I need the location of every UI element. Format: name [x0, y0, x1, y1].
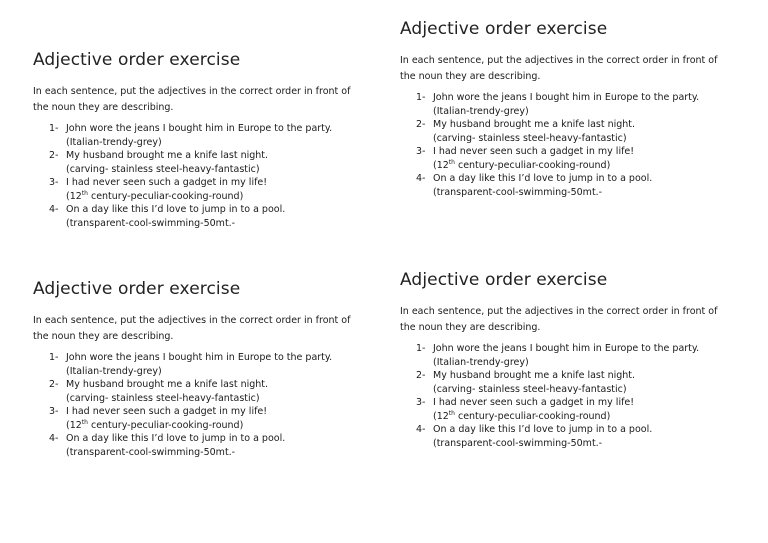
item-sentence: I had never seen such a gadget in my life! — [66, 406, 268, 417]
item-sentence: My husband brought me a knife last night. — [66, 150, 269, 161]
hint-superscript: th — [448, 158, 455, 166]
item-number: 3- — [416, 397, 426, 408]
exercise-list — [33, 122, 363, 230]
item-sentence: John wore the jeans I bought him in Europe to the party. — [433, 343, 700, 354]
worksheet-instructions: In each sentence, put the adjectives in the correct order in front of the noun they are describing. — [400, 306, 718, 333]
item-hint — [433, 159, 634, 173]
item-sentence: John wore the jeans I bought him in Europe to the party. — [433, 92, 700, 103]
exercise-item — [416, 91, 730, 118]
item-number: 2- — [49, 150, 59, 161]
item-sentence: On a day like this I’d love to jump in to a pool. — [433, 173, 653, 184]
exercise-item — [49, 203, 363, 230]
item-hint: (Italian-trendy-grey) — [66, 136, 162, 148]
exercise-list — [400, 342, 730, 450]
item-number: 3- — [49, 406, 59, 417]
worksheet-title: Adjective order exercise — [33, 279, 241, 299]
item-hint: (Italian-trendy-grey) — [66, 365, 162, 377]
exercise-item — [49, 122, 363, 149]
hint-suffix: century-peculiar-cooking-round) — [87, 419, 244, 431]
exercise-item — [416, 342, 730, 369]
item-sentence: On a day like this I’d love to jump in to a pool. — [433, 424, 653, 435]
item-hint: (transparent-cool-swimming-50mt.- — [66, 217, 236, 229]
item-hint: (carving- stainless steel-heavy-fantastic) — [66, 163, 260, 175]
hint-prefix: (12 — [433, 410, 449, 422]
exercise-item — [416, 118, 730, 145]
item-number: 3- — [416, 146, 426, 157]
worksheet-instructions: In each sentence, put the adjectives in the correct order in front of the noun they are describing. — [400, 55, 718, 82]
hint-superscript: th — [448, 409, 455, 417]
worksheet-instructions: In each sentence, put the adjectives in the correct order in front of the noun they are describing. — [33, 315, 351, 342]
item-hint: (transparent-cool-swimming-50mt.- — [66, 446, 236, 458]
item-hint — [66, 419, 267, 433]
worksheet-title: Adjective order exercise — [400, 19, 608, 39]
item-sentence: My husband brought me a knife last night. — [66, 379, 269, 390]
item-number: 2- — [49, 379, 59, 390]
item-sentence: John wore the jeans I bought him in Europe to the party. — [66, 123, 333, 134]
item-sentence: My husband brought me a knife last night. — [433, 370, 636, 381]
item-number: 1- — [416, 92, 426, 103]
exercise-item — [416, 369, 730, 396]
item-sentence: I had never seen such a gadget in my life! — [433, 146, 635, 157]
item-number: 4- — [416, 173, 426, 184]
worksheet-title: Adjective order exercise — [33, 50, 241, 70]
worksheet-instructions: In each sentence, put the adjectives in the correct order in front of the noun they are describing. — [33, 86, 351, 113]
worksheet-bottom-right — [400, 270, 730, 450]
exercise-item — [49, 432, 363, 459]
item-hint — [433, 410, 634, 424]
exercise-item — [49, 405, 363, 432]
item-number: 2- — [416, 370, 426, 381]
item-hint: (transparent-cool-swimming-50mt.- — [433, 186, 603, 198]
item-hint: (transparent-cool-swimming-50mt.- — [433, 437, 603, 449]
item-sentence: I had never seen such a gadget in my life! — [66, 177, 268, 188]
item-sentence: On a day like this I’d love to jump in to a pool. — [66, 204, 286, 215]
item-sentence: John wore the jeans I bought him in Europe to the party. — [66, 352, 333, 363]
item-hint: (carving- stainless steel-heavy-fantastic) — [433, 383, 627, 395]
item-number: 3- — [49, 177, 59, 188]
hint-suffix: century-peculiar-cooking-round) — [87, 190, 244, 202]
item-number: 2- — [416, 119, 426, 130]
hint-superscript: th — [81, 418, 88, 426]
exercise-list — [400, 91, 730, 199]
exercise-item — [416, 172, 730, 199]
exercise-item — [49, 378, 363, 405]
item-number: 1- — [49, 352, 59, 363]
item-number: 4- — [49, 204, 59, 215]
worksheet-bottom-left — [33, 279, 363, 459]
exercise-item — [49, 176, 363, 203]
item-hint: (Italian-trendy-grey) — [433, 105, 529, 117]
item-number: 1- — [416, 343, 426, 354]
item-sentence: I had never seen such a gadget in my life! — [433, 397, 635, 408]
worksheet-top-right — [400, 19, 730, 199]
item-number: 4- — [416, 424, 426, 435]
worksheet-title: Adjective order exercise — [400, 270, 608, 290]
exercise-item — [416, 396, 730, 423]
exercise-list — [33, 351, 363, 459]
hint-suffix: century-peculiar-cooking-round) — [454, 159, 611, 171]
item-sentence: On a day like this I’d love to jump in to a pool. — [66, 433, 286, 444]
hint-prefix: (12 — [66, 190, 82, 202]
hint-prefix: (12 — [433, 159, 449, 171]
item-hint: (carving- stainless steel-heavy-fantastic) — [433, 132, 627, 144]
item-hint — [66, 190, 267, 204]
item-hint: (carving- stainless steel-heavy-fantastic) — [66, 392, 260, 404]
item-number: 1- — [49, 123, 59, 134]
exercise-item — [49, 351, 363, 378]
hint-prefix: (12 — [66, 419, 82, 431]
item-number: 4- — [49, 433, 59, 444]
exercise-item — [416, 423, 730, 450]
hint-superscript: th — [81, 189, 88, 197]
exercise-item — [49, 149, 363, 176]
hint-suffix: century-peculiar-cooking-round) — [454, 410, 611, 422]
worksheet-top-left — [33, 50, 363, 230]
item-hint: (Italian-trendy-grey) — [433, 356, 529, 368]
item-sentence: My husband brought me a knife last night. — [433, 119, 636, 130]
exercise-item — [416, 145, 730, 172]
